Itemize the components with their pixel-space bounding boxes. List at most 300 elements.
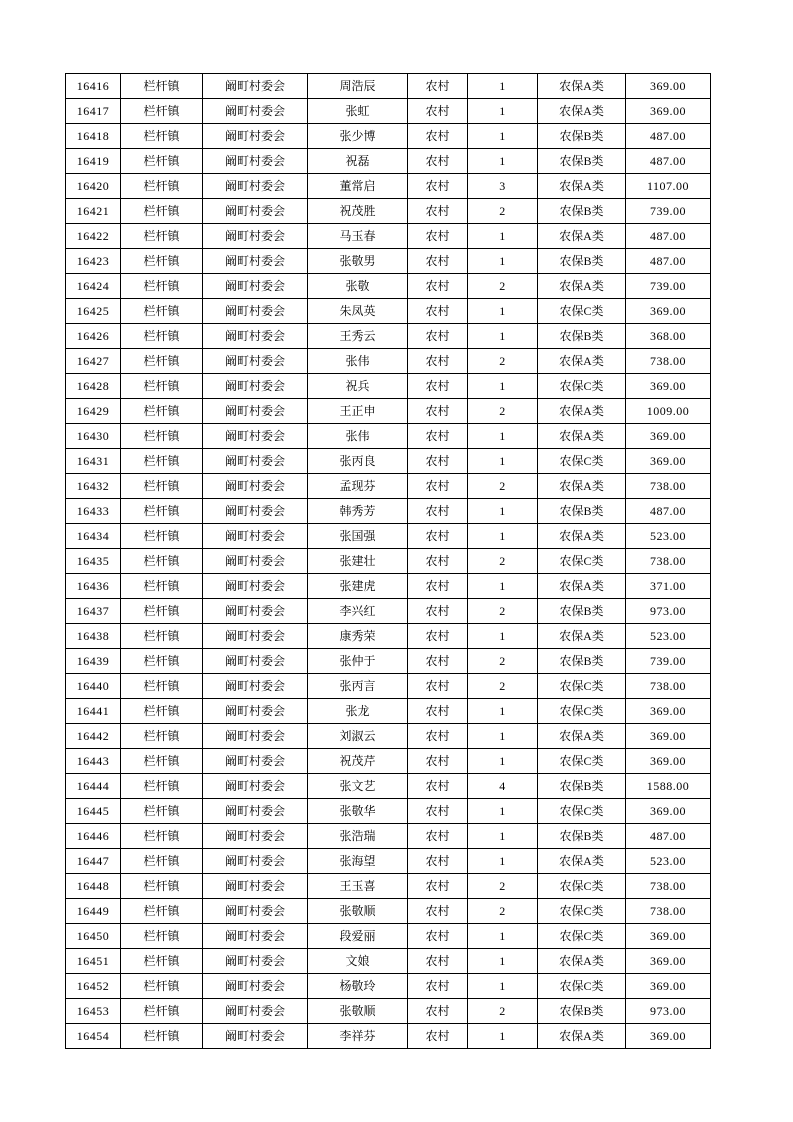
cell-person-name: 李兴红 — [308, 599, 408, 624]
cell-amount: 369.00 — [626, 949, 711, 974]
cell-insurance-category: 农保B类 — [538, 649, 626, 674]
cell-person-name: 张仲于 — [308, 649, 408, 674]
cell-residence-type: 农村 — [408, 599, 468, 624]
cell-id: 16426 — [66, 324, 121, 349]
cell-amount: 369.00 — [626, 99, 711, 124]
cell-village-committee: 阚町村委会 — [203, 749, 308, 774]
cell-person-name: 马玉春 — [308, 224, 408, 249]
cell-person-count: 1 — [468, 499, 538, 524]
cell-amount: 369.00 — [626, 799, 711, 824]
table-row — [66, 649, 711, 674]
cell-town: 栏杆镇 — [121, 424, 203, 449]
cell-amount: 738.00 — [626, 674, 711, 699]
cell-person-count: 1 — [468, 424, 538, 449]
cell-village-committee: 阚町村委会 — [203, 149, 308, 174]
cell-village-committee: 阚町村委会 — [203, 224, 308, 249]
cell-residence-type: 农村 — [408, 474, 468, 499]
cell-amount: 369.00 — [626, 374, 711, 399]
cell-insurance-category: 农保A类 — [538, 349, 626, 374]
cell-id: 16416 — [66, 74, 121, 99]
cell-village-committee: 阚町村委会 — [203, 574, 308, 599]
cell-amount: 738.00 — [626, 549, 711, 574]
cell-id: 16447 — [66, 849, 121, 874]
cell-village-committee: 阚町村委会 — [203, 474, 308, 499]
cell-amount: 739.00 — [626, 274, 711, 299]
table-row — [66, 924, 711, 949]
cell-person-count: 1 — [468, 1024, 538, 1049]
table-row — [66, 499, 711, 524]
cell-person-name: 张文艺 — [308, 774, 408, 799]
table-row — [66, 624, 711, 649]
cell-person-name: 张龙 — [308, 699, 408, 724]
cell-person-name: 王玉喜 — [308, 874, 408, 899]
cell-town: 栏杆镇 — [121, 524, 203, 549]
cell-amount: 369.00 — [626, 749, 711, 774]
cell-amount: 1107.00 — [626, 174, 711, 199]
cell-village-committee: 阚町村委会 — [203, 724, 308, 749]
table-row — [66, 999, 711, 1024]
cell-residence-type: 农村 — [408, 99, 468, 124]
cell-id: 16433 — [66, 499, 121, 524]
cell-residence-type: 农村 — [408, 524, 468, 549]
cell-person-count: 2 — [468, 199, 538, 224]
cell-person-count: 1 — [468, 99, 538, 124]
table-row — [66, 524, 711, 549]
cell-village-committee: 阚町村委会 — [203, 599, 308, 624]
cell-residence-type: 农村 — [408, 874, 468, 899]
cell-amount: 369.00 — [626, 699, 711, 724]
cell-id: 16435 — [66, 549, 121, 574]
cell-amount: 973.00 — [626, 999, 711, 1024]
cell-person-count: 2 — [468, 549, 538, 574]
table-row — [66, 974, 711, 999]
table-row — [66, 199, 711, 224]
table-row — [66, 724, 711, 749]
cell-insurance-category: 农保C类 — [538, 874, 626, 899]
cell-amount: 369.00 — [626, 299, 711, 324]
cell-insurance-category: 农保A类 — [538, 99, 626, 124]
cell-person-name: 王秀云 — [308, 324, 408, 349]
cell-person-name: 张丙言 — [308, 674, 408, 699]
cell-village-committee: 阚町村委会 — [203, 499, 308, 524]
cell-person-name: 李祥芬 — [308, 1024, 408, 1049]
cell-person-name: 祝茂芹 — [308, 749, 408, 774]
cell-id: 16444 — [66, 774, 121, 799]
cell-person-name: 张伟 — [308, 349, 408, 374]
cell-residence-type: 农村 — [408, 699, 468, 724]
cell-residence-type: 农村 — [408, 124, 468, 149]
table-row — [66, 849, 711, 874]
cell-id: 16449 — [66, 899, 121, 924]
cell-person-count: 1 — [468, 749, 538, 774]
cell-person-count: 1 — [468, 249, 538, 274]
cell-town: 栏杆镇 — [121, 99, 203, 124]
cell-person-name: 朱凤英 — [308, 299, 408, 324]
table-row — [66, 149, 711, 174]
cell-village-committee: 阚町村委会 — [203, 999, 308, 1024]
cell-person-name: 张丙良 — [308, 449, 408, 474]
cell-person-name: 刘淑云 — [308, 724, 408, 749]
cell-person-name: 张敬顺 — [308, 999, 408, 1024]
cell-insurance-category: 农保B类 — [538, 999, 626, 1024]
cell-person-name: 张海望 — [308, 849, 408, 874]
cell-person-count: 1 — [468, 449, 538, 474]
cell-id: 16421 — [66, 199, 121, 224]
table-row — [66, 99, 711, 124]
cell-person-name: 张敬男 — [308, 249, 408, 274]
cell-id: 16445 — [66, 799, 121, 824]
cell-insurance-category: 农保A类 — [538, 274, 626, 299]
table-row — [66, 674, 711, 699]
cell-town: 栏杆镇 — [121, 274, 203, 299]
cell-id: 16439 — [66, 649, 121, 674]
cell-id: 16431 — [66, 449, 121, 474]
cell-amount: 738.00 — [626, 349, 711, 374]
cell-residence-type: 农村 — [408, 299, 468, 324]
cell-amount: 371.00 — [626, 574, 711, 599]
cell-residence-type: 农村 — [408, 799, 468, 824]
cell-person-name: 张少博 — [308, 124, 408, 149]
cell-amount: 368.00 — [626, 324, 711, 349]
cell-id: 16420 — [66, 174, 121, 199]
cell-id: 16419 — [66, 149, 121, 174]
cell-insurance-category: 农保A类 — [538, 574, 626, 599]
table-row — [66, 799, 711, 824]
cell-village-committee: 阚町村委会 — [203, 199, 308, 224]
cell-town: 栏杆镇 — [121, 549, 203, 574]
cell-town: 栏杆镇 — [121, 699, 203, 724]
cell-id: 16437 — [66, 599, 121, 624]
table-body — [66, 74, 711, 1049]
table-row — [66, 124, 711, 149]
cell-id: 16417 — [66, 99, 121, 124]
cell-insurance-category: 农保C类 — [538, 899, 626, 924]
cell-person-count: 2 — [468, 999, 538, 1024]
cell-id: 16427 — [66, 349, 121, 374]
table-row — [66, 274, 711, 299]
cell-insurance-category: 农保C类 — [538, 974, 626, 999]
cell-insurance-category: 农保A类 — [538, 424, 626, 449]
cell-amount: 487.00 — [626, 124, 711, 149]
cell-amount: 973.00 — [626, 599, 711, 624]
cell-village-committee: 阚町村委会 — [203, 524, 308, 549]
cell-residence-type: 农村 — [408, 924, 468, 949]
cell-person-count: 1 — [468, 74, 538, 99]
cell-person-count: 1 — [468, 949, 538, 974]
cell-town: 栏杆镇 — [121, 849, 203, 874]
cell-town: 栏杆镇 — [121, 149, 203, 174]
cell-insurance-category: 农保A类 — [538, 849, 626, 874]
cell-town: 栏杆镇 — [121, 749, 203, 774]
table-row — [66, 249, 711, 274]
cell-id: 16428 — [66, 374, 121, 399]
cell-town: 栏杆镇 — [121, 449, 203, 474]
cell-person-count: 1 — [468, 324, 538, 349]
cell-person-name: 段爱丽 — [308, 924, 408, 949]
table-row — [66, 374, 711, 399]
cell-village-committee: 阚町村委会 — [203, 649, 308, 674]
cell-insurance-category: 农保C类 — [538, 699, 626, 724]
cell-village-committee: 阚町村委会 — [203, 74, 308, 99]
cell-town: 栏杆镇 — [121, 899, 203, 924]
cell-village-committee: 阚町村委会 — [203, 424, 308, 449]
cell-town: 栏杆镇 — [121, 999, 203, 1024]
cell-town: 栏杆镇 — [121, 349, 203, 374]
cell-residence-type: 农村 — [408, 449, 468, 474]
cell-town: 栏杆镇 — [121, 799, 203, 824]
cell-insurance-category: 农保B类 — [538, 124, 626, 149]
cell-village-committee: 阚町村委会 — [203, 874, 308, 899]
cell-residence-type: 农村 — [408, 324, 468, 349]
table-row — [66, 549, 711, 574]
cell-village-committee: 阚町村委会 — [203, 624, 308, 649]
cell-person-name: 董常启 — [308, 174, 408, 199]
cell-village-committee: 阚町村委会 — [203, 349, 308, 374]
cell-village-committee: 阚町村委会 — [203, 549, 308, 574]
table-row — [66, 1024, 711, 1049]
cell-residence-type: 农村 — [408, 174, 468, 199]
cell-id: 16448 — [66, 874, 121, 899]
cell-person-name: 韩秀芳 — [308, 499, 408, 524]
cell-id: 16441 — [66, 699, 121, 724]
cell-village-committee: 阚町村委会 — [203, 799, 308, 824]
cell-person-count: 1 — [468, 524, 538, 549]
table-row — [66, 474, 711, 499]
cell-person-name: 张敬 — [308, 274, 408, 299]
table-row — [66, 349, 711, 374]
cell-village-committee: 阚町村委会 — [203, 249, 308, 274]
cell-insurance-category: 农保B类 — [538, 824, 626, 849]
cell-person-count: 1 — [468, 799, 538, 824]
cell-person-count: 1 — [468, 149, 538, 174]
cell-village-committee: 阚町村委会 — [203, 449, 308, 474]
cell-person-count: 1 — [468, 824, 538, 849]
cell-residence-type: 农村 — [408, 199, 468, 224]
cell-person-count: 2 — [468, 674, 538, 699]
cell-village-committee: 阚町村委会 — [203, 174, 308, 199]
cell-person-name: 孟现芬 — [308, 474, 408, 499]
cell-amount: 738.00 — [626, 474, 711, 499]
cell-insurance-category: 农保B类 — [538, 774, 626, 799]
cell-insurance-category: 农保A类 — [538, 724, 626, 749]
cell-insurance-category: 农保C类 — [538, 799, 626, 824]
cell-amount: 369.00 — [626, 924, 711, 949]
cell-insurance-category: 农保B类 — [538, 599, 626, 624]
cell-residence-type: 农村 — [408, 624, 468, 649]
cell-town: 栏杆镇 — [121, 324, 203, 349]
cell-residence-type: 农村 — [408, 774, 468, 799]
cell-insurance-category: 农保C类 — [538, 924, 626, 949]
cell-person-name: 张建虎 — [308, 574, 408, 599]
cell-id: 16452 — [66, 974, 121, 999]
cell-insurance-category: 农保C类 — [538, 449, 626, 474]
cell-id: 16422 — [66, 224, 121, 249]
cell-id: 16450 — [66, 924, 121, 949]
cell-town: 栏杆镇 — [121, 674, 203, 699]
cell-residence-type: 农村 — [408, 749, 468, 774]
table-row — [66, 224, 711, 249]
cell-person-name: 张敬顺 — [308, 899, 408, 924]
cell-person-count: 1 — [468, 124, 538, 149]
cell-person-name: 祝磊 — [308, 149, 408, 174]
table-row — [66, 449, 711, 474]
cell-id: 16434 — [66, 524, 121, 549]
cell-residence-type: 农村 — [408, 974, 468, 999]
cell-amount: 487.00 — [626, 499, 711, 524]
cell-amount: 487.00 — [626, 249, 711, 274]
table-row — [66, 774, 711, 799]
cell-town: 栏杆镇 — [121, 874, 203, 899]
cell-village-committee: 阚町村委会 — [203, 674, 308, 699]
table-row — [66, 749, 711, 774]
cell-insurance-category: 农保A类 — [538, 399, 626, 424]
cell-town: 栏杆镇 — [121, 74, 203, 99]
cell-residence-type: 农村 — [408, 649, 468, 674]
cell-residence-type: 农村 — [408, 824, 468, 849]
cell-residence-type: 农村 — [408, 149, 468, 174]
cell-id: 16423 — [66, 249, 121, 274]
cell-person-count: 1 — [468, 974, 538, 999]
cell-residence-type: 农村 — [408, 499, 468, 524]
cell-person-name: 张国强 — [308, 524, 408, 549]
cell-residence-type: 农村 — [408, 674, 468, 699]
cell-insurance-category: 农保C类 — [538, 549, 626, 574]
cell-town: 栏杆镇 — [121, 624, 203, 649]
cell-person-count: 1 — [468, 924, 538, 949]
cell-residence-type: 农村 — [408, 74, 468, 99]
cell-person-count: 1 — [468, 724, 538, 749]
cell-person-count: 1 — [468, 224, 538, 249]
cell-person-count: 1 — [468, 699, 538, 724]
cell-residence-type: 农村 — [408, 849, 468, 874]
cell-id: 16418 — [66, 124, 121, 149]
cell-village-committee: 阚町村委会 — [203, 974, 308, 999]
cell-insurance-category: 农保A类 — [538, 74, 626, 99]
cell-insurance-category: 农保A类 — [538, 174, 626, 199]
cell-town: 栏杆镇 — [121, 599, 203, 624]
cell-village-committee: 阚町村委会 — [203, 849, 308, 874]
cell-residence-type: 农村 — [408, 399, 468, 424]
cell-residence-type: 农村 — [408, 224, 468, 249]
cell-residence-type: 农村 — [408, 249, 468, 274]
cell-insurance-category: 农保A类 — [538, 949, 626, 974]
cell-village-committee: 阚町村委会 — [203, 299, 308, 324]
cell-residence-type: 农村 — [408, 549, 468, 574]
cell-person-count: 1 — [468, 299, 538, 324]
cell-person-count: 4 — [468, 774, 538, 799]
cell-insurance-category: 农保A类 — [538, 1024, 626, 1049]
cell-person-count: 3 — [468, 174, 538, 199]
cell-id: 16443 — [66, 749, 121, 774]
cell-person-name: 杨敬玲 — [308, 974, 408, 999]
cell-id: 16451 — [66, 949, 121, 974]
cell-residence-type: 农村 — [408, 724, 468, 749]
cell-id: 16436 — [66, 574, 121, 599]
cell-id: 16446 — [66, 824, 121, 849]
cell-insurance-category: 农保B类 — [538, 199, 626, 224]
cell-person-name: 张敬华 — [308, 799, 408, 824]
cell-residence-type: 农村 — [408, 349, 468, 374]
cell-amount: 487.00 — [626, 149, 711, 174]
cell-town: 栏杆镇 — [121, 574, 203, 599]
cell-person-count: 1 — [468, 574, 538, 599]
cell-person-count: 1 — [468, 374, 538, 399]
cell-town: 栏杆镇 — [121, 1024, 203, 1049]
cell-town: 栏杆镇 — [121, 824, 203, 849]
cell-amount: 739.00 — [626, 199, 711, 224]
cell-village-committee: 阚町村委会 — [203, 699, 308, 724]
cell-person-name: 王正申 — [308, 399, 408, 424]
cell-residence-type: 农村 — [408, 949, 468, 974]
cell-person-count: 2 — [468, 599, 538, 624]
table-row — [66, 949, 711, 974]
cell-person-name: 祝兵 — [308, 374, 408, 399]
cell-insurance-category: 农保C类 — [538, 674, 626, 699]
table-row — [66, 824, 711, 849]
cell-village-committee: 阚町村委会 — [203, 399, 308, 424]
cell-residence-type: 农村 — [408, 274, 468, 299]
table-row — [66, 599, 711, 624]
cell-town: 栏杆镇 — [121, 249, 203, 274]
cell-id: 16453 — [66, 999, 121, 1024]
cell-amount: 487.00 — [626, 224, 711, 249]
cell-village-committee: 阚町村委会 — [203, 949, 308, 974]
cell-amount: 739.00 — [626, 649, 711, 674]
cell-village-committee: 阚町村委会 — [203, 899, 308, 924]
cell-insurance-category: 农保B类 — [538, 324, 626, 349]
cell-amount: 1588.00 — [626, 774, 711, 799]
cell-insurance-category: 农保A类 — [538, 224, 626, 249]
cell-person-name: 张建壮 — [308, 549, 408, 574]
cell-amount: 369.00 — [626, 974, 711, 999]
cell-id: 16440 — [66, 674, 121, 699]
cell-town: 栏杆镇 — [121, 399, 203, 424]
cell-id: 16430 — [66, 424, 121, 449]
cell-village-committee: 阚町村委会 — [203, 324, 308, 349]
cell-town: 栏杆镇 — [121, 724, 203, 749]
cell-id: 16454 — [66, 1024, 121, 1049]
cell-town: 栏杆镇 — [121, 974, 203, 999]
cell-village-committee: 阚町村委会 — [203, 924, 308, 949]
cell-town: 栏杆镇 — [121, 374, 203, 399]
cell-town: 栏杆镇 — [121, 174, 203, 199]
cell-insurance-category: 农保C类 — [538, 374, 626, 399]
cell-insurance-category: 农保C类 — [538, 299, 626, 324]
cell-amount: 487.00 — [626, 824, 711, 849]
cell-amount: 738.00 — [626, 874, 711, 899]
cell-person-count: 2 — [468, 874, 538, 899]
cell-residence-type: 农村 — [408, 374, 468, 399]
cell-person-name: 张伟 — [308, 424, 408, 449]
cell-village-committee: 阚町村委会 — [203, 99, 308, 124]
cell-town: 栏杆镇 — [121, 474, 203, 499]
cell-amount: 369.00 — [626, 74, 711, 99]
cell-id: 16424 — [66, 274, 121, 299]
cell-person-count: 2 — [468, 649, 538, 674]
cell-village-committee: 阚町村委会 — [203, 124, 308, 149]
cell-amount: 369.00 — [626, 724, 711, 749]
cell-town: 栏杆镇 — [121, 224, 203, 249]
cell-id: 16429 — [66, 399, 121, 424]
cell-amount: 1009.00 — [626, 399, 711, 424]
cell-amount: 523.00 — [626, 849, 711, 874]
cell-amount: 738.00 — [626, 899, 711, 924]
cell-town: 栏杆镇 — [121, 649, 203, 674]
insurance-roster-table — [65, 73, 711, 1049]
cell-person-count: 1 — [468, 849, 538, 874]
cell-village-committee: 阚町村委会 — [203, 374, 308, 399]
cell-amount: 369.00 — [626, 424, 711, 449]
